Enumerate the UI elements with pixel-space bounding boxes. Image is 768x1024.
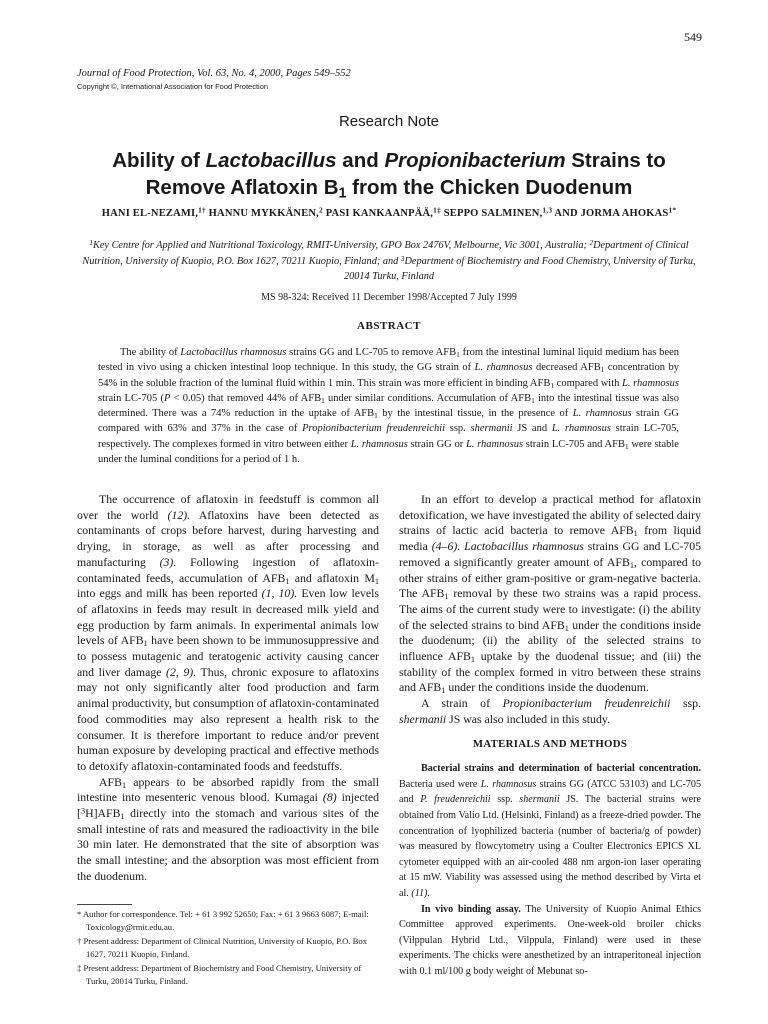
received-dates: MS 98-324: Received 11 December 1998/Accepted 7 July 1999 bbox=[261, 292, 517, 303]
abstract-italic: L. rhamnosus bbox=[474, 362, 533, 374]
body-text: H]AFB bbox=[85, 806, 121, 821]
abstract-text: strains GG and LC-705 to remove AFB bbox=[286, 347, 457, 358]
abstract-text: strain LC-705 and AFB bbox=[523, 438, 625, 450]
body-paragraph bbox=[77, 775, 379, 885]
affiliation-number: 2 bbox=[589, 238, 594, 247]
author-marks: 1* bbox=[668, 205, 677, 215]
article-type-label: Research Note bbox=[338, 113, 440, 130]
abstract-text: were stable under the luminal conditions for a period of 1 h. bbox=[98, 438, 679, 466]
methods-paragraph bbox=[399, 902, 701, 980]
abstract-text: under similar conditions. Accumulation of AFB bbox=[324, 392, 532, 404]
subscript: 1 bbox=[321, 395, 325, 405]
subscript: 1 bbox=[374, 411, 378, 421]
footnote-present-address: † Present address: Department of Clinical Nutrition, University of Kuopio, P.O. Box 1627, 70211 Kuopio, Finland. bbox=[77, 935, 368, 960]
author-marks: 1† bbox=[198, 205, 206, 215]
abstract-italic: Lactobacillus rhamnosus bbox=[180, 347, 287, 358]
paragraph-heading: In vivo binding assay. bbox=[421, 903, 521, 915]
abstract-text: concentration by 54% in the soluble fraction of the luminal fluid within 1 min. This strain was more efficient in binding AFB bbox=[98, 362, 680, 389]
abstract-italic: P bbox=[163, 392, 171, 404]
footnotes bbox=[77, 908, 379, 988]
body-text: directly into the stomach and various sites of the small intestine of rats and measured the radioactivity in the bile 30 min later. He demonstrated that the site of absorption was the small intestine; and the absorption was most efficient from the duodenum. bbox=[77, 806, 379, 883]
body-text: uptake by the duodenal tissue; and (iii) the stability of the complex formed in vitro between these strains and AFB bbox=[399, 649, 702, 695]
abstract-text: strain GG or bbox=[407, 438, 466, 450]
article-title bbox=[0, 147, 768, 201]
reference-citation: (12). bbox=[167, 507, 191, 522]
subscript: 1 bbox=[285, 576, 290, 586]
page-number: 549 bbox=[684, 30, 702, 44]
reference-citation: (3). bbox=[159, 554, 177, 569]
species-name: Propionibacterium freudenreichii bbox=[502, 696, 671, 711]
paragraph-heading: Bacterial strains and determination of bacterial concentration. bbox=[421, 763, 701, 775]
subscript: 1 bbox=[456, 349, 460, 359]
abstract-text: from the intestinal luminal liquid medium has been tested in vivo using a chicken intestinal loop technique. In this study, the GG strain of bbox=[98, 347, 679, 374]
abstract-text: compared with bbox=[554, 377, 623, 389]
title-text: Remove Aflatoxin B bbox=[145, 176, 339, 199]
author-marks: 2 bbox=[319, 205, 323, 215]
abstract-italic: L. rhamnosus bbox=[551, 423, 611, 435]
author-name: HANNU MYKKÄNEN, bbox=[205, 208, 320, 219]
body-text: In an effort to develop a practical method for aflatoxin detoxification, we have investigated the ability of selected dairy strains of lactic acid bacteria to remove AFB bbox=[399, 492, 701, 538]
title-subscript: 1 bbox=[338, 185, 347, 202]
body-text: Following ingestion of aflatoxin-contaminated feeds, accumulation of AFB bbox=[77, 554, 379, 585]
body-paragraph bbox=[77, 492, 379, 775]
abstract-text: < 0.05) that removed 44% of AFB bbox=[170, 392, 322, 404]
body-text: JS. The bacterial strains were obtained from Valio Ltd. (Helsinki, Finland) as a freeze-dried powder. The concentration of lyophilized bacteria (number of bacteria/g of powder) was measured by flowcytometry using a Coulter Electronics EPICS XL cytometer equipped with an air-cooled 488 nm argon-ion laser operating at 15 mW. Viability was assessed using the method described by Virta et al. bbox=[399, 794, 701, 899]
footnote-correspondence: * Author for correspondence. Tel: + 61 3 992 52650; Fax: + 61 3 9663 6087; E-mail: Toxicology@rmit.edu.au. bbox=[77, 909, 369, 933]
body-text: injected [ bbox=[77, 790, 379, 821]
body-text: Aflatoxins have been detected as contaminants of crops before harvest, during harvesting and drying, in storage, as well as after processing and manufacturing bbox=[77, 507, 379, 569]
subscript: 1 bbox=[120, 812, 125, 822]
author-name: HANI EL-NEZAMI, bbox=[101, 208, 199, 219]
abstract-italic: L. rhamnosus bbox=[465, 438, 524, 450]
affiliation-text: Department of Clinical Nutrition, University of Kuopio, P.O. Box 1627, 70211 Kuopio, Finland; and bbox=[82, 240, 689, 267]
species-name: P. freudenreichii bbox=[420, 794, 491, 806]
body-text: A strain of bbox=[421, 696, 503, 711]
body-text: JS was also included in this study. bbox=[446, 711, 610, 726]
subscript: 1 bbox=[531, 395, 535, 405]
body-text: Bacteria used were bbox=[399, 778, 481, 790]
species-name: L. rhamnosus bbox=[480, 778, 537, 790]
right-column bbox=[399, 492, 701, 980]
abstract-body bbox=[98, 345, 679, 467]
author-list bbox=[0, 205, 768, 219]
body-text: Even low levels of aflatoxins in feeds may result in decreased milk yield and egg production by farm animals. In experimental animals low levels of AFB bbox=[77, 586, 379, 648]
copyright-line: Copyright ©, International Association for Food Protection bbox=[77, 82, 269, 91]
body-paragraph bbox=[399, 492, 701, 696]
body-text: The University of Kuopio Animal Ethics Committee approved experiments. One-week-old broiler chicks (Vilppulan Hybrid Ltd., Vilppula, Finland) were used in these experiments. The chicks were anesthetized by an intraperitoneal injection with 0.1 ml/100 g body weight of Mebunat so- bbox=[399, 903, 702, 977]
abstract-text: strain GG compared with 63% and 37% in the case of bbox=[98, 408, 679, 435]
author-marks: 1,3 bbox=[542, 205, 553, 215]
footnote-divider bbox=[77, 904, 132, 905]
title-genus-lactobacillus: Lactobacillus bbox=[205, 149, 337, 172]
superscript: 3 bbox=[80, 806, 86, 816]
author-marks: 1‡ bbox=[433, 205, 441, 215]
abstract-text: strain LC-705, respectively. The complexes formed in vitro between either bbox=[98, 423, 679, 450]
abstract-text: decreased AFB bbox=[532, 362, 601, 374]
body-text: removal by these two strains was a rapid process. The aims of the current study were to investigate: (i) the ability of the selected strains to bind AFB bbox=[399, 586, 702, 632]
body-text: appears to be absorbed rapidly from the small intestine into mesenteric venous blood. Kumagai bbox=[77, 774, 379, 805]
body-text: Thus, chronic exposure to aflatoxins may not only significantly alter food production and farm animal productivity, but consumption of aflatoxin-contaminated food commodities may also represent a health risk to the consumer. It is therefore important to reduce and/or prevent human exposure by developing practical and effective methods to detoxify aflatoxin-contaminated foods and feedstuffs. bbox=[77, 664, 379, 773]
abstract-text: strain LC-705 ( bbox=[98, 392, 164, 404]
title-text: Ability of bbox=[112, 149, 206, 172]
subscript: 1 bbox=[624, 441, 629, 451]
body-text: The occurrence of aflatoxin in feedstuff is common all over the world bbox=[77, 492, 379, 522]
left-column bbox=[77, 492, 379, 885]
body-paragraph bbox=[399, 696, 701, 727]
abstract-heading: ABSTRACT bbox=[357, 320, 421, 332]
body-text: AFB bbox=[99, 774, 122, 789]
subscript: 1 bbox=[374, 576, 379, 586]
body-text: into eggs and milk has been reported bbox=[77, 586, 262, 601]
body-text: strains GG (ATCC 53103) and LC-705 and bbox=[399, 778, 701, 806]
body-text: ssp. bbox=[670, 696, 702, 711]
body-text: from liquid media bbox=[399, 523, 702, 554]
author-name: PASI KANKAANPÄÄ, bbox=[322, 208, 434, 219]
subscript: 1 bbox=[444, 592, 449, 602]
title-text: Strains to bbox=[565, 149, 666, 172]
subscript: 1 bbox=[550, 380, 555, 390]
subscript: 1 bbox=[441, 686, 446, 696]
abstract-italic: L. rhamnosus bbox=[622, 377, 680, 389]
abstract-italic: shermanii bbox=[470, 423, 513, 435]
abstract-italic: L. rhamnosus bbox=[572, 408, 632, 420]
abstract-text: The ability of bbox=[120, 347, 181, 358]
methods-body bbox=[399, 761, 701, 979]
author-name: SEPPO SALMINEN, bbox=[440, 208, 543, 219]
species-name: shermanii bbox=[519, 794, 560, 806]
subscript: 1 bbox=[564, 623, 569, 633]
author-name: AND JORMA AHOKAS bbox=[552, 208, 669, 219]
footnote-present-address: ‡ Present address: Department of Biochemistry and Food Chemistry, University of Turku, 20014 Turku, Finland. bbox=[77, 962, 362, 987]
reference-citation: (2, 9). bbox=[166, 664, 197, 679]
body-text: strains GG and LC-705 removed a significantly greater amount of AFB bbox=[399, 539, 702, 569]
affiliations bbox=[77, 238, 701, 285]
affiliation-text: Department of Biochemistry and Food Chemistry, University of Turku, 20014 Turku, Finland bbox=[343, 255, 696, 282]
affiliation-number: 3 bbox=[400, 254, 405, 263]
subscript: 1 bbox=[121, 780, 127, 790]
abstract-italic: Propionibacterium freudenreichii bbox=[302, 423, 446, 435]
title-text: from the Chicken Duodenum bbox=[346, 176, 633, 199]
subscript: 1 bbox=[470, 655, 476, 665]
body-text: ssp. bbox=[490, 794, 520, 806]
body-text: and aflatoxin M bbox=[289, 570, 375, 585]
section-heading: MATERIALS AND METHODS bbox=[472, 737, 628, 750]
body-text: under the conditions inside the duodenum; (ii) the ability of the selected strains to influence AFB bbox=[399, 617, 701, 664]
abstract-text: JS and bbox=[512, 423, 552, 435]
title-genus-propionibacterium: Propionibacterium bbox=[384, 149, 566, 172]
abstract-text: ssp. bbox=[445, 423, 471, 435]
species-name: shermanii bbox=[399, 711, 447, 726]
abstract-italic: L. rhamnosus bbox=[350, 438, 408, 450]
reference-citation: (1, 10). bbox=[261, 586, 298, 601]
affiliation-number: 1 bbox=[89, 238, 93, 247]
methods-paragraph bbox=[399, 761, 701, 901]
subscript: 1 bbox=[600, 365, 605, 375]
reference-citation: (4–6). Lactobacillus rhamnosus bbox=[431, 539, 584, 554]
abstract-text: into the intestinal tissue was also determined. There was a 74% reduction in the uptake of AFB bbox=[98, 392, 679, 420]
affiliation-text: Key Centre for Applied and Nutritional Toxicology, RMIT-University, GPO Box 2476V, Melbourne, Vic 3001, Australia; bbox=[92, 240, 590, 251]
subscript: 1 bbox=[143, 639, 148, 649]
body-text: , compared to other strains of either gram-positive or gram-negative bacteria. The AFB bbox=[399, 554, 701, 601]
abstract-text: by the intestinal tissue, in the presence of bbox=[377, 408, 573, 420]
body-text: under the conditions inside the duodenum. bbox=[445, 680, 649, 695]
reference-citation: (11). bbox=[411, 888, 430, 899]
title-text: and bbox=[336, 149, 385, 172]
subscript: 1 bbox=[629, 560, 634, 570]
reference-citation: (8) bbox=[322, 790, 337, 805]
subscript: 1 bbox=[633, 529, 638, 539]
body-text: have been shown to be immunosuppressive and to possess mutagenic and teratogenic activity causing cancer and liver damage bbox=[77, 633, 380, 679]
journal-citation: Journal of Food Protection, Vol. 63, No. 4, 2000, Pages 549–552 bbox=[77, 68, 351, 79]
